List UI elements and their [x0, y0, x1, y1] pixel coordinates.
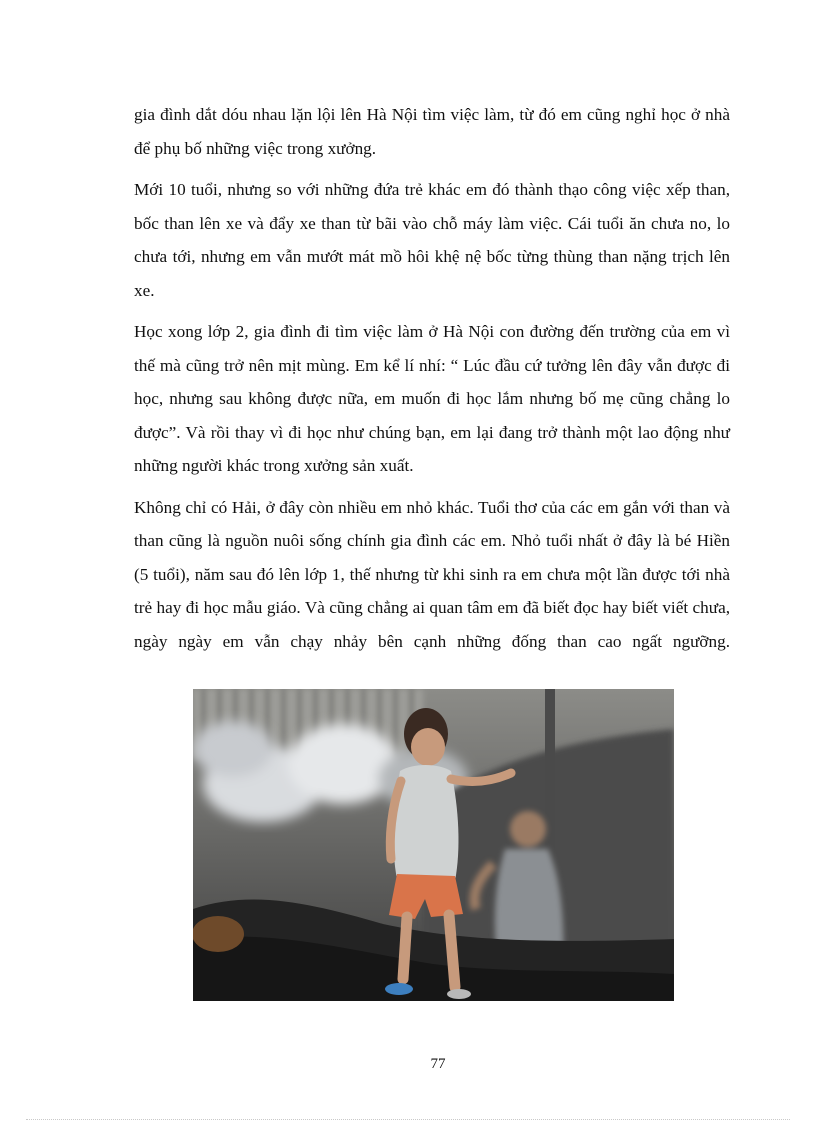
page-number: 77	[430, 1056, 446, 1072]
body-text	[134, 98, 730, 666]
paragraph-3: Học xong lớp 2, gia đình đi tìm việc làm ở Hà Nội con đường đến trường của em vì thế mà cũng trở nên mịt mùng. Em kể lí nhí: “ Lúc đầu cứ tưởng lên đây vẫn được đi học, nhưng sau không được nữa, em muốn đi học lắm nhưng bố mẹ cũng chẳng lo được”. Và rồi thay vì đi học như chúng bạn, em lại đang trở thành một lao động như những người khác trong xưởng sản xuất.	[134, 322, 730, 475]
photo-illustration	[193, 689, 674, 1001]
paragraph-1: gia đình dắt dóu nhau lặn lội lên Hà Nội tìm việc làm, từ đó em cũng nghỉ học ở nhà để phụ bố những việc trong xưởng.	[134, 105, 730, 158]
paragraph-4: Không chỉ có Hải, ở đây còn nhiều em nhỏ khác. Tuổi thơ của các em gắn với than và than cũng là nguồn nuôi sống chính gia đình các em. Nhỏ tuổi nhất ở đây là bé Hiền (5 tuổi), năm sau đó lên lớp 1, thế nhưng từ khi sinh ra em chưa một lần được tới nhà trẻ hay đi học mẫu giáo. Và cũng chẳng ai quan tâm em đã biết đọc hay biết viết chưa, ngày ngày em vẫn chạy nhảy bên cạnh những đống than cao ngất ngưỡng.	[134, 497, 730, 651]
child-on-coal-photo	[193, 689, 674, 1001]
page-bottom-divider	[26, 1119, 790, 1120]
paragraph-2: Mới 10 tuổi, nhưng so với những đứa trẻ khác em đó thành thạo công việc xếp than, bốc than lên xe và đẩy xe than từ bãi vào chỗ máy làm việc. Cái tuổi ăn chưa no, lo chưa tới, nhưng em vẫn mướt mát mồ hôi khệ nệ bốc từng thùng than nặng trịch lên xe.	[134, 180, 730, 300]
